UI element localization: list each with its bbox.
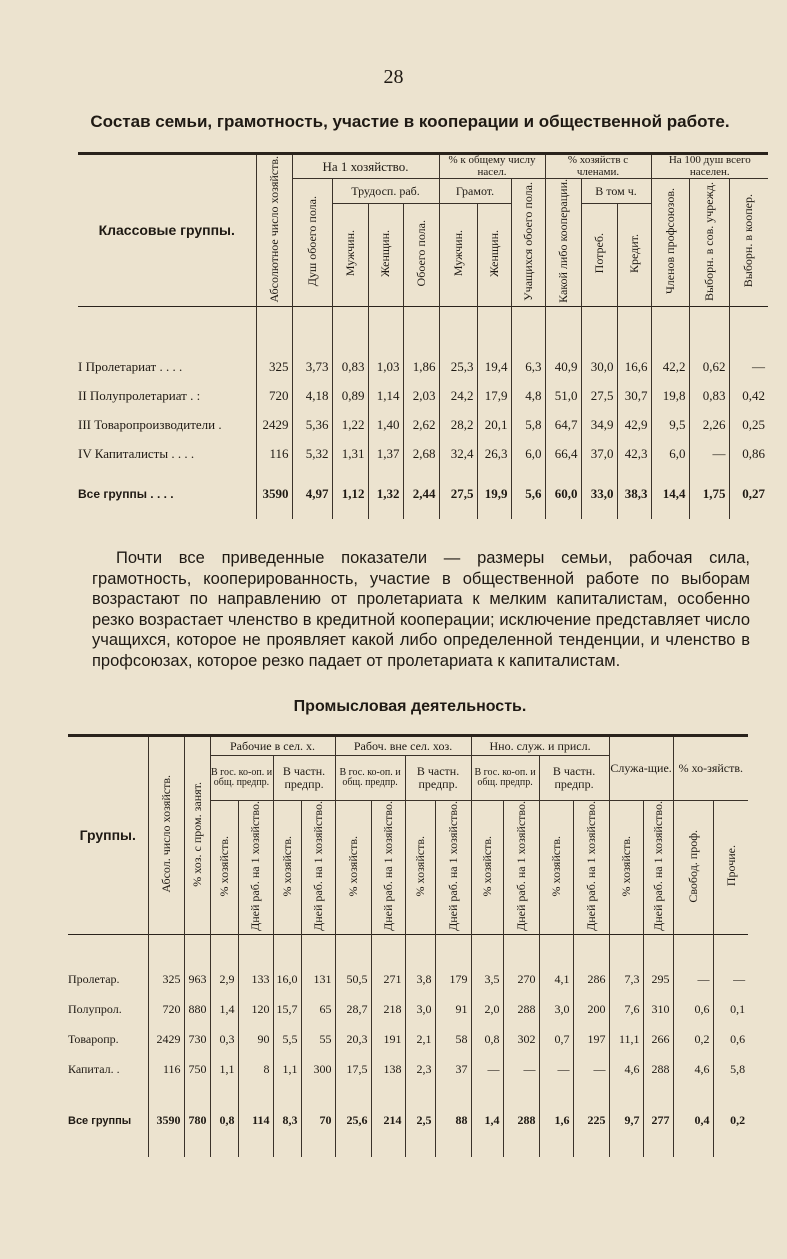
any-coop-header: Какой либо кооперации. (555, 179, 570, 303)
table-cell: 2,5 (405, 1085, 435, 1157)
staff-header: Служа-щие. (610, 761, 672, 776)
table-cell: 2429 (148, 1025, 184, 1055)
table-cell: 0,8 (471, 1025, 503, 1055)
table-cell: 91 (435, 995, 471, 1025)
pct-households-header: % хозяйств с членами. (567, 154, 629, 178)
table-cell: 50,5 (335, 965, 371, 995)
elected-coop-header: Выборн. в коопер. (741, 194, 756, 288)
absolute-header: Абсолютное число хозяйств. (266, 155, 281, 303)
table-cell: 16,0 (273, 965, 301, 995)
table-cell: 131 (301, 965, 335, 995)
table-cell: 1,1 (273, 1055, 301, 1085)
table-row (68, 995, 748, 1025)
table-cell: 286 (573, 965, 609, 995)
table-cell: 17,5 (335, 1055, 371, 1085)
table-cell: 266 (643, 1025, 673, 1055)
table-cell: 9,7 (609, 1085, 643, 1157)
days-header: Дней раб. на 1 хозяйство. (310, 801, 325, 931)
table-cell: 11,1 (609, 1025, 643, 1055)
pct-population-header: % к общему числу насел. (448, 154, 536, 178)
table-cell: 1,4 (471, 1085, 503, 1157)
table-cell: 4,1 (539, 965, 573, 995)
gov-header-1: В гос. ко-оп. и общ. предпр. (210, 766, 273, 788)
table-row (68, 1055, 748, 1085)
table-cell: 191 (371, 1025, 405, 1055)
table-cell: 2,1 (405, 1025, 435, 1055)
other-header: Прочие. (723, 845, 738, 887)
table-cell: 3,0 (405, 995, 435, 1025)
days-header: Дней раб. на 1 хозяйство. (380, 801, 395, 931)
table-cell: 880 (184, 995, 210, 1025)
table-cell: 15,7 (273, 995, 301, 1025)
table-cell: 288 (503, 995, 539, 1025)
table-cell: 4,6 (673, 1055, 713, 1085)
group2-header: Рабоч. вне сел. хоз. (353, 738, 453, 753)
table-cell: 310 (643, 995, 673, 1025)
table-cell: 730 (184, 1025, 210, 1055)
abs-header: Абсол. число хозяйств. (158, 775, 173, 893)
table-cell: 218 (371, 995, 405, 1025)
table-cell: — (539, 1055, 573, 1085)
pct-h-header: % хозяйств. (479, 835, 494, 897)
table-cell: 0,6 (713, 1025, 748, 1055)
table-row: II Полупролетариат . : 720 4,18 0,89 1,14 2,03 24,2 17,9 4,8 51,0 27,5 30,7 19,8 0,83 0,42 (78, 382, 768, 411)
table-cell: 114 (238, 1085, 273, 1157)
table-cell: 1,4 (210, 995, 238, 1025)
days-header: Дней раб. на 1 хозяйство. (583, 801, 598, 931)
trade-activity-table (68, 734, 748, 1157)
free-prof-header: Свобод. проф. (685, 829, 700, 903)
per100-header: На 100 душ всего населен. (668, 154, 751, 178)
pct-hh-header: % хо-зяйств. (678, 761, 744, 776)
body-paragraph: Почти все приведенные показатели — размеры семьи, рабочая сила, грамотность, кооперированность, участие в общественной работе по выборам возрастают по направлению от пролетариата к мелким капиталистам, особенно резко возрастает членство в кредитной кооперации; исключение представляет число учащихся, которое не проявляет какой либо определенной тенденции, и членство в профсоюзах, которое резко падает от пролетариата к капиталистам. (92, 549, 750, 670)
table-cell: 2,9 (210, 965, 238, 995)
group-header: Классовые группы. (98, 221, 235, 238)
table-cell: 3,0 (539, 995, 573, 1025)
elected-sov-header: Выборн. в сов. учрежд. (701, 181, 716, 301)
table-cell: 270 (503, 965, 539, 995)
table-cell: 3,8 (405, 965, 435, 995)
days-header: Дней раб. на 1 хозяйство. (248, 801, 263, 931)
table-cell: 2,3 (405, 1055, 435, 1085)
table-cell: 271 (371, 965, 405, 995)
table-cell: 720 (148, 995, 184, 1025)
table-cell: 25,6 (335, 1085, 371, 1157)
table-cell: 7,3 (609, 965, 643, 995)
pct-h-header: % хозяйств. (412, 835, 427, 897)
lit-women-header: Женщин. (486, 229, 501, 277)
table-cell: 88 (435, 1085, 471, 1157)
table-cell: 200 (573, 995, 609, 1025)
table-cell: 3590 (148, 1085, 184, 1157)
table-cell: 0,2 (673, 1025, 713, 1055)
table-cell: — (673, 965, 713, 995)
table-cell: 225 (573, 1085, 609, 1157)
table-row: I Пролетариат . . . . 325 3,73 0,83 1,03 1,86 25,3 19,4 6,3 40,9 30,0 16,6 42,2 0,62 — (78, 353, 768, 382)
priv-header-1: В частн. предпр. (282, 764, 326, 791)
table-cell: 302 (503, 1025, 539, 1055)
table-cell: 1,1 (210, 1055, 238, 1085)
able-bodied-header: Трудосп. раб. (351, 183, 420, 198)
family-literacy-table (78, 152, 768, 519)
table-cell: 116 (148, 1055, 184, 1085)
lit-men-header: Мужчин. (450, 230, 465, 277)
table-cell: 2,0 (471, 995, 503, 1025)
both-header: Обоего пола. (413, 220, 428, 287)
literate-header: Грамот. (455, 183, 495, 198)
table-cell: 8 (238, 1055, 273, 1085)
table-cell: 133 (238, 965, 273, 995)
row-label: Полупрол. (68, 1002, 122, 1017)
priv-header-2: В частн. предпр. (416, 764, 460, 791)
table-cell: 20,3 (335, 1025, 371, 1055)
table-cell: 0,2 (713, 1085, 748, 1157)
table-row-total: Все группы . . . . 3590 4,97 1,12 1,32 2,44 27,5 19,9 5,6 60,0 33,0 38,3 14,4 1,75 0,27 (78, 469, 768, 519)
table-cell: 120 (238, 995, 273, 1025)
table-row (68, 965, 748, 995)
table-cell: 0,7 (539, 1025, 573, 1055)
table-cell: 277 (643, 1085, 673, 1157)
table-cell: 179 (435, 965, 471, 995)
groups-header: Группы. (79, 826, 136, 843)
group1-header: Рабочие в сел. х. (230, 738, 316, 753)
row-label: Пролетар. (68, 972, 120, 987)
pct-h-header: % хозяйств. (216, 835, 231, 897)
table-cell: 214 (371, 1085, 405, 1157)
table-row: IV Капиталисты . . . . 116 5,32 1,31 1,37 2,68 32,4 26,3 6,0 66,4 37,0 42,3 6,0 — 0,86 (78, 440, 768, 469)
table-cell: 138 (371, 1055, 405, 1085)
table-cell: 0,6 (673, 995, 713, 1025)
table-cell: 65 (301, 995, 335, 1025)
table-cell: — (573, 1055, 609, 1085)
table-cell: 28,7 (335, 995, 371, 1025)
table-cell: 1,6 (539, 1085, 573, 1157)
table-cell: 0,4 (673, 1085, 713, 1157)
men-header: Мужчин. (342, 230, 357, 277)
souls-header: Душ обоего пола. (304, 195, 319, 287)
union-header: Членов профсоюзов. (662, 188, 677, 295)
table2-title: Промысловая деятельность. (293, 698, 527, 715)
table-cell: — (713, 965, 748, 995)
days-header: Дней раб. на 1 хозяйство. (513, 801, 528, 931)
pct-prom-header: % хоз. с пром. занят. (189, 781, 204, 887)
table-cell: 780 (184, 1085, 210, 1157)
row-label: Все группы (68, 1114, 132, 1127)
table-cell: 3,5 (471, 965, 503, 995)
table-cell: 300 (301, 1055, 335, 1085)
table-cell: 90 (238, 1025, 273, 1055)
women-header: Женщин. (378, 229, 393, 277)
table-cell: 325 (148, 965, 184, 995)
row-label: Капитал. . (68, 1062, 120, 1077)
pct-h-header: % хозяйств. (548, 835, 563, 897)
table-cell: 288 (643, 1055, 673, 1085)
table-cell: 4,6 (609, 1055, 643, 1085)
table1-title: Состав семьи, грамотность, участие в кооперации и общественной работе. (90, 112, 730, 131)
pct-h-header: % хозяйств. (345, 835, 360, 897)
table-cell: 37 (435, 1055, 471, 1085)
table-row-total (68, 1085, 748, 1157)
row-label: Товаропр. (68, 1032, 119, 1047)
table-cell: 7,6 (609, 995, 643, 1025)
days-header: Дней раб. на 1 хозяйство. (650, 801, 665, 931)
table-cell: 0,1 (713, 995, 748, 1025)
group3-header: Нно. служ. и присл. (489, 738, 591, 753)
table-cell: — (471, 1055, 503, 1085)
priv-header-3: В частн. предпр. (552, 764, 596, 791)
table-cell: 295 (643, 965, 673, 995)
table-row: III Товаропроизводители . 2429 5,36 1,22 1,40 2,62 28,2 20,1 5,8 64,7 34,9 42,9 9,5 2,26 0,25 (78, 411, 768, 440)
table-cell: 963 (184, 965, 210, 995)
table-cell: 0,3 (210, 1025, 238, 1055)
pct-h-header: % хозяйств. (618, 835, 633, 897)
table-cell: 5,5 (273, 1025, 301, 1055)
table-cell: 0,8 (210, 1085, 238, 1157)
table-cell: 70 (301, 1085, 335, 1157)
table-cell: 58 (435, 1025, 471, 1055)
table-row (68, 1025, 748, 1055)
table-cell: 8,3 (273, 1085, 301, 1157)
table-cell: 197 (573, 1025, 609, 1055)
table-cell: 288 (503, 1085, 539, 1157)
table-cell: 5,8 (713, 1055, 748, 1085)
per-household-header: На 1 хозяйство. (322, 158, 409, 174)
students-header: Учащихся обоего пола. (520, 181, 535, 301)
table-cell: 55 (301, 1025, 335, 1055)
incl-header: В том ч. (595, 183, 637, 198)
gov-header-2: В гос. ко-оп. и общ. предпр. (339, 766, 401, 788)
days-header: Дней раб. на 1 хозяйство. (445, 801, 460, 931)
credit-header: Кредит. (626, 233, 641, 273)
gov-header-3: В гос. ко-оп. и общ. предпр. (474, 766, 536, 788)
table-cell: 750 (184, 1055, 210, 1085)
pct-h-header: % хозяйств. (279, 835, 294, 897)
page-number: 28 (383, 66, 404, 88)
table-cell: — (503, 1055, 539, 1085)
consumer-header: Потреб. (591, 233, 606, 274)
